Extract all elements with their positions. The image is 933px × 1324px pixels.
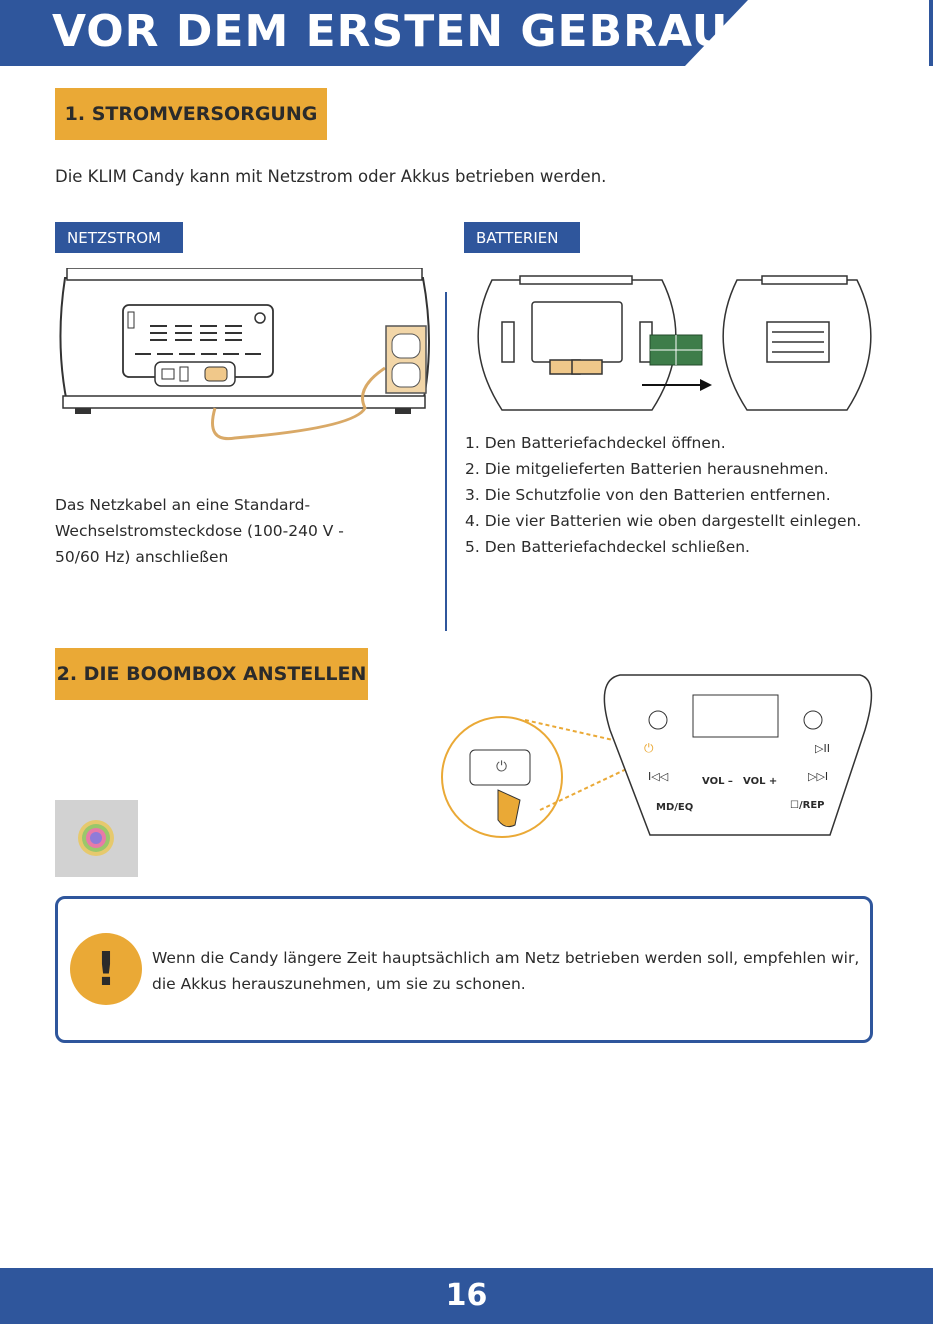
vol-plus-button: VOL + [743,776,778,787]
battery-step-2: 2. Die mitgelieferten Batterien herausnehmen. [465,460,829,478]
intro-text: Die KLIM Candy kann mit Netzstrom oder Akkus betrieben werden. [55,167,607,186]
boombox-control-illustration [440,670,890,845]
mode-button: MD/EQ [656,802,694,813]
next-button: ▷▷I [808,770,829,783]
power-button-zoom: ⏻ [496,759,508,775]
tag-netzstrom: NETZSTROM [55,222,183,253]
battery-step-4: 4. Die vier Batterien wie oben dargestellt einlegen. [465,512,862,530]
power-button: ⏻ [644,741,654,755]
warning-icon: ! [70,933,142,1005]
rep-button: ☐/REP [790,800,825,811]
battery-illustration [472,270,882,420]
ac-power-illustration [55,268,435,453]
battery-step-1: 1. Den Batteriefachdeckel öffnen. [465,434,726,452]
warning-text: Wenn die Candy längere Zeit hauptsächlich am Netz betrieben werden soll, empfehlen wir, die Akkus herauszunehmen, um sie zu schonen. [152,949,860,993]
vol-minus-button: VOL – [702,776,733,787]
color-wheel-thumbnail [55,800,138,877]
battery-step-5: 5. Den Batteriefachdeckel schließen. [465,538,750,556]
page-number: 16 [445,1278,488,1313]
page-title: VOR DEM ERSTEN GEBRAUCH [52,6,800,57]
battery-steps [465,430,865,560]
battery-step-3: 3. Die Schutzfolie von den Batterien entfernen. [465,486,831,504]
prev-button: I◁◁ [648,770,669,783]
column-divider [445,292,447,631]
section-heading-power: 1. STROMVERSORGUNG [55,88,327,140]
tag-batterien: BATTERIEN [464,222,580,253]
section-heading-boombox: 2. DIE BOOMBOX ANSTELLEN [55,648,368,700]
play-pause-button: ▷II [815,742,830,755]
netz-text: Das Netzkabel an eine Standard-Wechselstromsteckdose (100-240 V - 50/60 Hz) anschließen [55,496,344,566]
